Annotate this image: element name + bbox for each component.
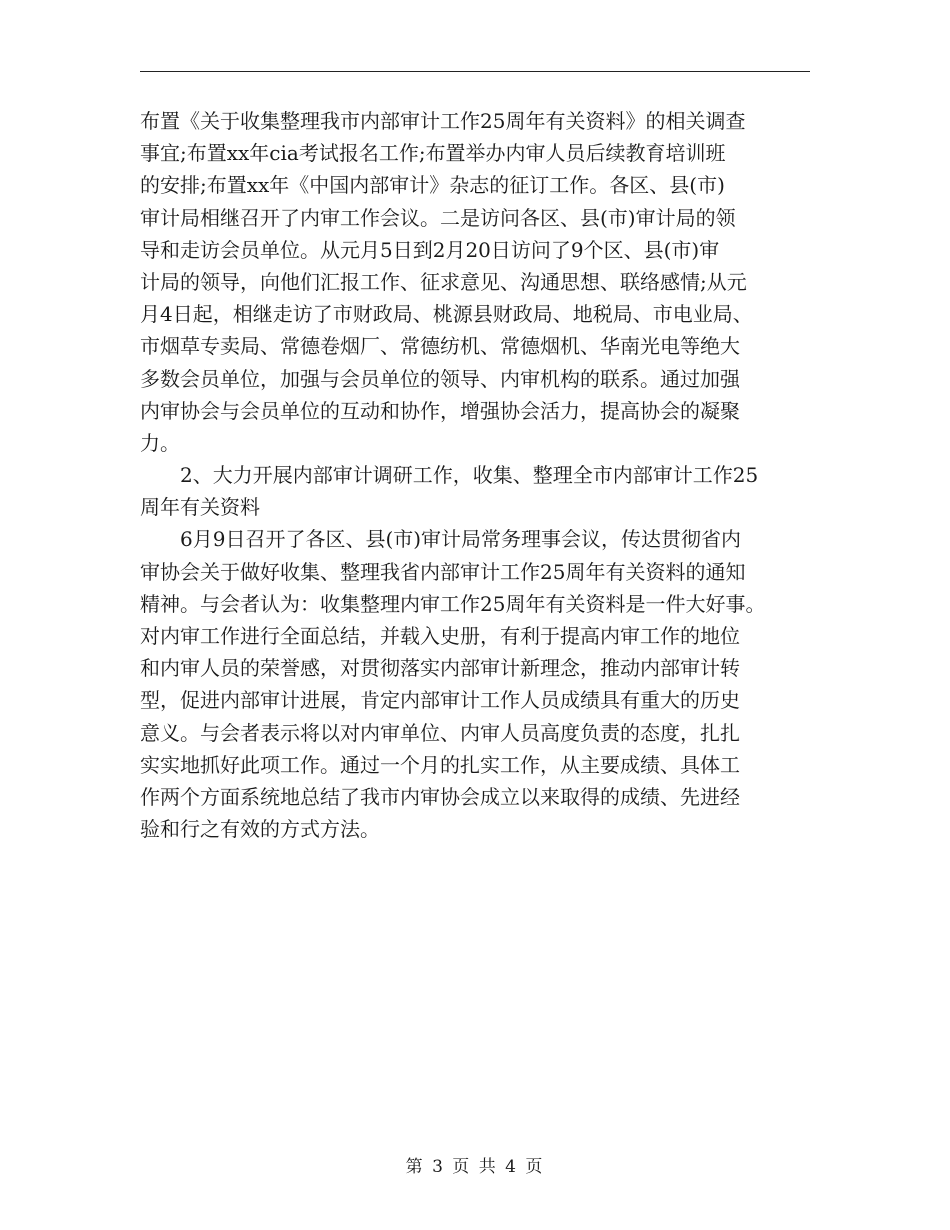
text-line: 审计局相继召开了内审工作会议。二是访问各区、县(市)审计局的领 <box>140 205 736 230</box>
header-rule <box>140 71 810 72</box>
text-line: 验和行之有效的方式方法。 <box>140 817 380 842</box>
page-number-footer: 第 3 页 共 4 页 <box>405 1157 545 1177</box>
text-line: 精神。与会者认为：收集整理内审工作25周年有关资料是一件大好事。 <box>140 591 766 616</box>
text-line: 事宜;布置xx年cia考试报名工作;布置举办内审人员后续教育培训班 <box>140 141 726 166</box>
heading-line: 周年有关资料 <box>140 495 260 520</box>
text-line: 导和走访会员单位。从元月5日到2月20日访问了9个区、县(市)审 <box>140 237 720 262</box>
text-line: 的安排;布置xx年《中国内部审计》杂志的征订工作。各区、县(市) <box>140 173 725 198</box>
text-line: 型，促进内部审计进展，肯定内部审计工作人员成绩具有重大的历史 <box>140 688 740 713</box>
paragraph-2 <box>140 523 814 845</box>
paragraph-1 <box>140 105 814 459</box>
text-line: 多数会员单位，加强与会员单位的领导、内审机构的联系。通过加强 <box>140 366 740 391</box>
section-heading <box>140 459 814 523</box>
text-line: 力。 <box>140 430 180 455</box>
text-line: 作两个方面系统地总结了我市内审协会成立以来取得的成绩、先进经 <box>140 784 740 809</box>
heading-line: 2、大力开展内部审计调研工作，收集、整理全市内部审计工作25 <box>140 463 759 488</box>
text-line: 意义。与会者表示将以对内审单位、内审人员高度负责的态度，扎扎 <box>140 720 740 745</box>
text-line: 实实地抓好此项工作。通过一个月的扎实工作，从主要成绩、具体工 <box>140 752 740 777</box>
text-line: 审协会关于做好收集、整理我省内部审计工作25周年有关资料的通知 <box>140 559 746 584</box>
text-line: 月4日起，相继走访了市财政局、桃源县财政局、地税局、市电业局、 <box>140 302 753 327</box>
text-line: 内审协会与会员单位的互动和协作，增强协会活力，提高协会的凝聚 <box>140 398 740 423</box>
text-line: 计局的领导，向他们汇报工作、征求意见、沟通思想、联络感情;从元 <box>140 269 747 294</box>
text-line: 对内审工作进行全面总结，并载入史册，有利于提高内审工作的地位 <box>140 624 740 648</box>
document-body <box>140 105 814 845</box>
text-line: 市烟草专卖局、常德卷烟厂、常德纺机、常德烟机、华南光电等绝大 <box>140 334 740 359</box>
text-line: 6月9日召开了各区、县(市)审计局常务理事会议，传达贯彻省内 <box>140 527 742 552</box>
text-line: 和内审人员的荣誉感，对贯彻落实内部审计新理念，推动内部审计转 <box>140 656 740 681</box>
text-line: 布置《关于收集整理我市内部审计工作25周年有关资料》的相关调查 <box>140 109 746 133</box>
